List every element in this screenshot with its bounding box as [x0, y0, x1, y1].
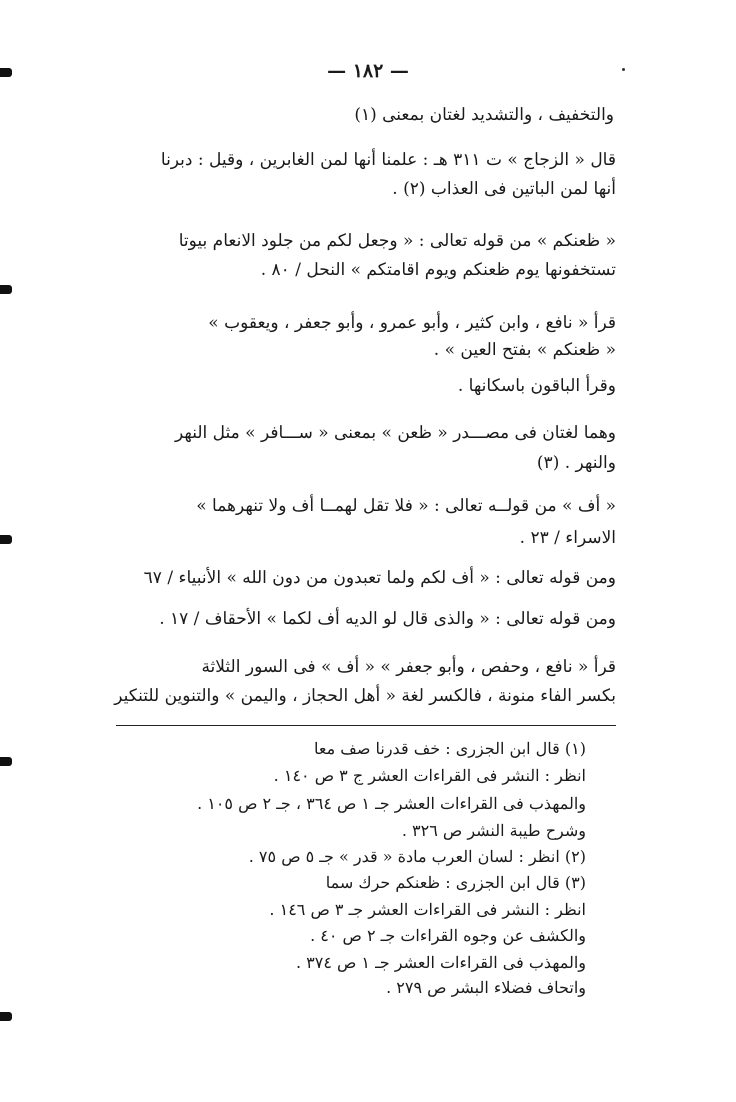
body-line: وقرأ الباقون باسكانها .: [457, 376, 616, 396]
body-line: الاسراء / ٢٣ .: [519, 528, 616, 548]
body-line: وهما لغتان فى مصـــدر « ظعن » بمعنى « ســـافر » مثل النهر: [175, 423, 616, 443]
body-line: بكسر الفاء منونة ، فالكسر لغة « أهل الحجاز ، واليمن » والتنوين للتنكير: [114, 686, 616, 706]
footnote-line: والمهذب فى القراءات العشر جـ ١ ص ٣٦٤ ، جـ ٢ ص ١٠٥ .: [197, 794, 586, 813]
body-line: والتخفيف ، والتشديد لغتان بمعنى (١): [354, 105, 614, 125]
body-line: « ظعنكم » بفتح العين » .: [433, 340, 616, 360]
footnote-line: (٢) انظر : لسان العرب مادة « قدر » جـ ٥ ص ٧٥ .: [248, 847, 586, 866]
footnote-line: والمهذب فى القراءات العشر جـ ١ ص ٣٧٤ .: [295, 953, 586, 972]
footnote-line: واتحاف فضلاء البشر ص ٢٧٩ .: [386, 978, 586, 997]
footnote-separator: [116, 725, 616, 726]
body-line: تستخفونها يوم ظعنكم ويوم اقامتكم » النحل / ٨٠ .: [260, 260, 616, 280]
scan-edge-mark: [0, 535, 12, 544]
footnote-line: انظر : النشر فى القراءات العشر جـ ٣ ص ١٤٦ .: [269, 900, 586, 919]
page-number: — ١٨٢ —: [327, 60, 409, 82]
footnote-line: انظر : النشر فى القراءات العشر ج ٣ ص ١٤٠ .: [273, 766, 586, 785]
footnote-line: والكشف عن وجوه القراءات جـ ٢ ص ٤٠ .: [310, 926, 586, 945]
body-line: قرأ « نافع ، وابن كثير ، وأبو عمرو ، وأبو جعفر ، ويعقوب »: [208, 313, 616, 333]
body-line: ومن قوله تعالى : « والذى قال لو الديه أف لكما » الأحقاف / ١٧ .: [159, 609, 616, 629]
body-line: أنها لمن الباتين فى العذاب (٢) .: [392, 179, 616, 199]
footnote-line: (١) قال ابن الجزرى : خف قدرنا صف معا: [314, 739, 586, 758]
footnote-line: وشرح طيبة النشر ص ٣٢٦ .: [401, 821, 586, 840]
body-line: « ظعنكم » من قوله تعالى : « وجعل لكم من جلود الانعام بيوتا: [178, 231, 616, 251]
footnote-line: (٣) قال ابن الجزرى : ظعنكم حرك سما: [325, 873, 586, 892]
body-line: ومن قوله تعالى : « أف لكم ولما تعبدون من دون الله » الأنبياء / ٦٧: [143, 568, 616, 588]
body-line: قرأ « نافع ، وحفص ، وأبو جعفر » « أف » فى السور الثلاثة: [201, 657, 616, 677]
scan-edge-mark: [0, 757, 12, 766]
body-line: والنهر . (٣): [536, 453, 616, 473]
body-line: « أف » من قولــه تعالى : « فلا تقل لهمــا أف ولا تنهرهما »: [196, 496, 616, 516]
scan-edge-mark: [0, 1012, 12, 1021]
scan-edge-mark: [0, 285, 12, 294]
body-line: قال « الزجاج » ت ٣١١ هـ : علمنا أنها لمن الغابرين ، وقيل : دبرنا: [160, 150, 616, 170]
